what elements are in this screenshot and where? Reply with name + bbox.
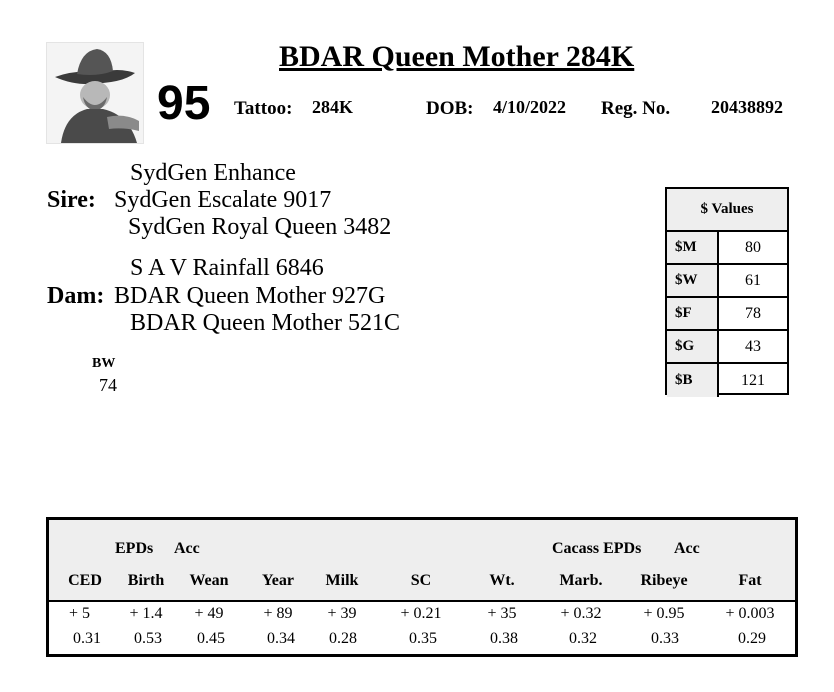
epd-table-header xyxy=(49,520,795,602)
col-header-sc: SC xyxy=(410,572,432,589)
epd-value-year: + 89 xyxy=(263,605,293,622)
dollar-value: 121 xyxy=(741,371,765,389)
col-header-year: Year xyxy=(262,572,294,589)
dam-sire: S A V Rainfall 6846 xyxy=(130,255,324,281)
acc-value-ribeye: 0.33 xyxy=(651,630,679,647)
table-row xyxy=(667,331,787,364)
table-row xyxy=(667,232,787,265)
acc-value-ced: 0.31 xyxy=(73,630,101,647)
acc-value-marb: 0.32 xyxy=(569,630,597,647)
col-header-wean: Wean xyxy=(189,572,229,589)
reg-value: 20438892 xyxy=(711,97,783,117)
col-header-birth: Birth xyxy=(127,572,165,589)
bw-label: BW xyxy=(92,356,116,371)
col-header-ced: CED xyxy=(68,572,102,589)
dollar-value-label: $M xyxy=(667,232,719,263)
epd-value-fat: + 0.003 xyxy=(725,605,775,622)
dob-label: DOB: xyxy=(426,98,474,119)
acc-value-fat: 0.29 xyxy=(738,630,766,647)
dollar-value-label: $F xyxy=(667,298,719,329)
lot-number: 95 xyxy=(157,77,211,130)
dollar-value: 80 xyxy=(745,238,761,256)
acc-value-wean: 0.45 xyxy=(197,630,225,647)
epd-value-ced: + 5 xyxy=(69,605,91,622)
sire-label: Sire: xyxy=(47,187,96,213)
epd-table xyxy=(46,517,798,657)
tattoo-value: 284K xyxy=(312,97,354,117)
col-header-fat: Fat xyxy=(738,572,762,589)
col-header-marb: Marb. xyxy=(559,572,603,589)
epd-value-marb: + 0.32 xyxy=(560,605,602,622)
col-header-ribeye: Ribeye xyxy=(640,572,688,589)
dollar-value: 43 xyxy=(745,337,761,355)
carcass-epds-label: Cacass EPDs xyxy=(552,540,642,557)
acc-value-sc: 0.35 xyxy=(409,630,437,647)
acc-value-wt: 0.38 xyxy=(490,630,518,647)
acc-value-birth: 0.53 xyxy=(134,630,162,647)
epd-value-wean: + 49 xyxy=(194,605,224,622)
epds-group-label: EPDs xyxy=(115,540,154,557)
table-row xyxy=(667,298,787,331)
acc-value-year: 0.34 xyxy=(267,630,295,647)
tattoo-label: Tattoo: xyxy=(234,98,293,119)
page-title: BDAR Queen Mother 284K xyxy=(279,40,635,73)
dollar-value-label: $G xyxy=(667,331,719,362)
col-header-milk: Milk xyxy=(325,572,359,589)
sire-sire: SydGen Enhance xyxy=(130,160,296,186)
epds-acc-label: Acc xyxy=(174,540,200,557)
dollar-value: 61 xyxy=(745,271,761,289)
epd-value-milk: + 39 xyxy=(327,605,357,622)
dollar-values-table xyxy=(665,187,789,395)
dam-dam: BDAR Queen Mother 521C xyxy=(130,310,400,336)
sire-dam: SydGen Royal Queen 3482 xyxy=(128,214,392,240)
dam-name: BDAR Queen Mother 927G xyxy=(114,283,386,309)
dob-value: 4/10/2022 xyxy=(493,97,567,117)
dollar-values-title: $ Values xyxy=(667,189,787,232)
dollar-value: 78 xyxy=(745,304,761,322)
epd-value-ribeye: + 0.95 xyxy=(643,605,685,622)
acc-value-milk: 0.28 xyxy=(329,630,357,647)
epd-value-birth: + 1.4 xyxy=(129,605,163,622)
sire-name: SydGen Escalate 9017 xyxy=(114,187,332,213)
dam-label: Dam: xyxy=(47,283,105,309)
carcass-acc-label: Acc xyxy=(674,540,700,557)
bw-value: 74 xyxy=(99,375,117,395)
epd-value-wt: + 35 xyxy=(487,605,517,622)
cowboy-portrait-icon xyxy=(46,42,144,144)
table-row xyxy=(667,364,787,397)
table-row xyxy=(667,265,787,298)
epd-value-sc: + 0.21 xyxy=(400,605,442,622)
dollar-value-label: $B xyxy=(667,364,719,397)
dollar-value-label: $W xyxy=(667,265,719,296)
reg-label: Reg. No. xyxy=(601,98,671,119)
col-header-wt: Wt. xyxy=(489,572,515,589)
